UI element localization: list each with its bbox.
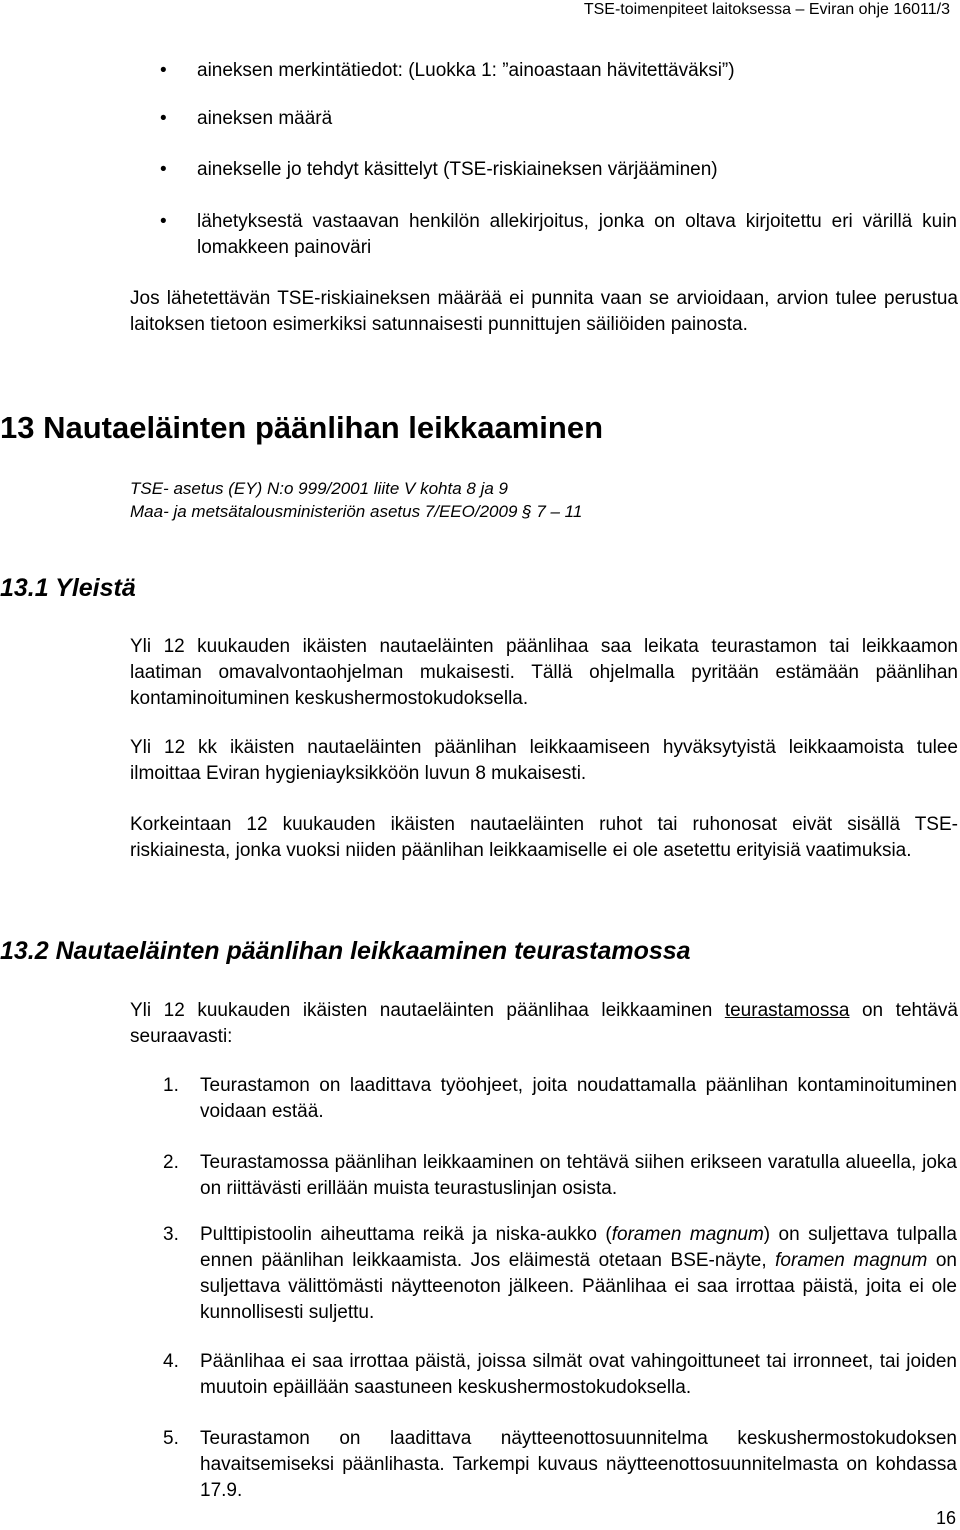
list-item-text: ainekselle jo tehdyt käsittelyt (TSE-riskiaineksen värjääminen): [197, 159, 718, 180]
list-item-text: aineksen määrä: [197, 108, 333, 129]
item-text: Teurastamon on laadittava näytteenottosuunnitelma keskushermostokudoksen havaitsemiseksi päänlihasta. Tarkempi kuvaus näytteenottosuunnitelmasta on kohdassa 17.9.: [200, 1428, 957, 1501]
section-13-2-heading: 13.2 Nautaeläinten päänlihan leikkaaminen teurastamossa: [0, 937, 691, 965]
section-paragraph: Yli 12 kk ikäisten nautaeläinten päänlihan leikkaamiseen hyväksytyistä leikkaamoista tulee ilmoittaa Eviran hygieniayksikköön luvun 8 mukaisesti.: [130, 737, 958, 784]
item-text-part: ) on suljettava tulpalla ennen päänlihan leikkaamista. Jos eläimestä otetaan BSE-näyte,: [200, 1224, 957, 1271]
item-text: Päänlihaa ei saa irrottaa päistä, joissa silmät ovat vahingoittuneet tai irronneet, tai joiden muutoin epäillään saastuneen keskushermostokudoksella.: [200, 1351, 957, 1398]
section-intro-paragraph: [130, 998, 958, 1050]
item-number: 1.: [163, 1075, 179, 1096]
item-text-italic: foramen magnum: [775, 1250, 928, 1271]
list-item-text: aineksen merkintätiedot: (Luokka 1: ”ainoastaan hävitettäväksi”): [197, 60, 735, 81]
bullet-icon: •: [160, 108, 167, 129]
bullet-icon: •: [160, 211, 167, 232]
legal-reference: TSE- asetus (EY) N:o 999/2001 liite V kohta 8 ja 9: [130, 479, 508, 498]
item-text: Teurastamon on laadittava työohjeet, joita noudattamalla päänlihan kontaminoituminen voidaan estää.: [200, 1075, 957, 1122]
intro-text: on tehtävä seuraavasti:: [130, 1000, 958, 1047]
section-13-1-heading: 13.1 Yleistä: [0, 574, 136, 602]
item-text-italic: foramen magnum: [611, 1224, 764, 1245]
item-text: [200, 1222, 957, 1326]
item-number: 5.: [163, 1428, 179, 1449]
section-paragraph: Yli 12 kuukauden ikäisten nautaeläinten päänlihaa saa leikata teurastamon tai leikkaamon laatiman omavalvontaohjelman mukaisesti. Tällä ohjelmalla pyritään estämään päänlihan kontaminoituminen keskushermostokudoksella.: [130, 636, 958, 709]
intro-underlined-text: teurastamossa: [724, 1000, 850, 1021]
bullet-icon: •: [160, 60, 167, 81]
intro-text: Yli 12 kuukauden ikäisten nautaeläinten päänlihaa leikkaaminen: [130, 1000, 725, 1021]
item-text: Teurastamossa päänlihan leikkaaminen on tehtävä siihen erikseen varatulla alueella, joka on riittävästi erillään muista teurastuslinjan osista.: [200, 1152, 957, 1199]
section-13-heading: 13 Nautaeläinten päänlihan leikkaaminen: [0, 410, 604, 445]
page-number: 16: [935, 1508, 956, 1528]
item-number: 4.: [163, 1351, 179, 1372]
legal-reference: Maa- ja metsätalousministeriön asetus 7/EEO/2009 § 7 – 11: [130, 502, 583, 521]
section-paragraph: Korkeintaan 12 kuukauden ikäisten nautaeläinten ruhot tai ruhonosat eivät sisällä TSE-riskiainesta, jonka vuoksi niiden päänlihan leikkaamiselle ei ole asetettu erityisiä vaatimuksia.: [130, 814, 958, 861]
bullet-icon: •: [160, 159, 167, 180]
item-number: 3.: [163, 1224, 179, 1245]
list-item-text: lähetyksestä vastaavan henkilön allekirjoitus, jonka on oltava kirjoitettu eri värillä kuin lomakkeen painoväri: [197, 211, 957, 258]
item-number: 2.: [163, 1152, 179, 1173]
item-text-part: Pulttipistoolin aiheuttama reikä ja niska-aukko (: [200, 1224, 612, 1245]
page-header: TSE-toimenpiteet laitoksessa – Eviran ohje 16011/3: [583, 1, 950, 18]
intro-paragraph: Jos lähetettävän TSE-riskiaineksen määrää ei punnita vaan se arvioidaan, arvion tulee perustua laitoksen tietoon esimerkiksi satunnaisesti punnittujen säiliöiden painosta.: [130, 288, 958, 335]
item-text-part: on suljettava välittömästi näytteenoton jälkeen. Päänlihaa ei saa irrottaa päistä, joita ei ole kunnollisesti suljettu.: [200, 1250, 957, 1323]
